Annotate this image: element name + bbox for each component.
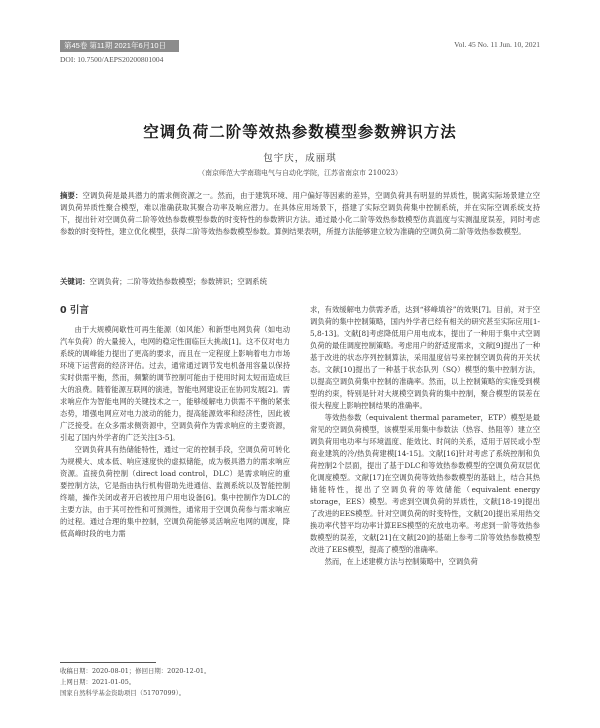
body-paragraph: 等效热参数（equivalent thermal parameter，ETP）模型是最常见的空调负荷模型，该模型采用集中参数法（热容、热阻等）建立空调负荷用电功率与环境温度、能效比、时间的关系，适用于居民或小型商业建筑的冷/热负荷建模[14-15]。文献[16]针对考虑了系统控制和负荷控制2个层面，提出了基于DLC和等效热参数模型的空调负荷双层优化调度模型。文献[17]在空调负荷等效热参数模型的基础上，结合其热储能特性，提出了空调负荷的等效储能（equivalent energy storage，EES）模型。考虑到空调负荷的异质性，文献[18-19]提出了改进的EES模型。针对空调负荷的时变特性，文献[20]提出采用热交换功率代替平均功率计算EES模型的充放电功率。考虑到一阶等效热参数模型的误差，文献[21]在文献[20]的基础上参考二阶等效热参数模型改进了EES模型，提高了模型的准确率。 [310,413,540,554]
intro-paragraph: 空调负荷具有热储能特性，通过一定的控制手段，空调负荷可转化为规模大、成本低、响应速度快的虚拟储能，成为极具潜力的需求响应资源。直接负荷控制（direct load control，DLC）是需求响应的重要控制方法，它是指由执行机构借助先进通信、监测系统以及智能控制终端，操作关闭或者开启被控用户用电设备[6]。集中控制作为DLC的主要方法，由于其可控性和可预测性，通常用于空调负荷参与需求响应的过程。通过合理的集中控制，空调负荷能够灵活响应电网的调度，降低高峰时段的电力需 [60,445,290,538]
body-paragraph: 求，有效缓解电力供需矛盾，达到“移峰填谷”的效果[7]。目前，对于空调负荷的集中控制策略，国内外学者已经有相关的研究甚至实际应用[1-5,8-13]。文献[8]考虑降低用户用电成本，提出了一种用于集中式空调负荷的最佳调度控制策略。考虑用户的舒适度需求，文献[9]提出了一种基于改进的状态序列控制算法，采用温度信号来控制空调负荷的开关状态。文献[10]提出了一种基于状态队列（SQ）模型的集中控制方法，以提高空调负荷集中控制的准确率。然而，以上控制策略的实施受到模型的约束，特别是针对大规模空调负荷的集中控制，聚合模型的误差在很大程度上影响控制结果的准确率。 [310,305,540,410]
paper-title: 空调负荷二阶等效热参数模型参数辨识方法 [143,123,457,141]
right-column [310,304,540,568]
author-affiliation: （南京师范大学南瑞电气与自动化学院，江苏省南京市 210023） [198,169,402,177]
journal-volume-info: Vol. 45 No. 11 Jun. 10, 2021 [454,40,540,49]
journal-issue-banner: 第45卷 第11期 2021年6月10日 [60,40,179,52]
intro-paragraph: 由于大规模间歇性可再生能源（如风能）和新型电网负荷（如电动汽车负荷）的大量接入，电网的稳定性面临巨大挑战[1]。这不仅对电力系统的调峰能力提出了更高的要求，而且在一定程度上影响着电力市场环境下运营商的经济评估。过去，通常通过调节发电机备用容量以保持实时供需平衡，然而，频繁的调节控制可能由于使用时间太短而造成巨大的浪费。随着能源互联网的演进，智能电网建设正在协同发展[2]。需求响应作为智能电网的关键技术之一，能够缓解电力供需不平衡的紧张态势，增强电网应对电力波动的能力，提高能源效率和经济性，因此被广泛接受。在众多需求侧资源中，空调负荷作为需求响应的主要资源，引起了国内外学者的广泛关注[3-5]。 [60,325,290,442]
keywords-label: 关键词： [60,277,90,286]
abstract-block [60,190,540,238]
keywords-block [60,276,540,288]
online-date: 上网日期：2021-01-05。 [60,678,136,686]
abstract-text: 空调负荷是最具潜力的需求侧资源之一。然而，由于建筑环境、用户偏好等因素的差异，空调负荷具有明显的异质性，脱离实际场景建立空调负荷异质性聚合模型，难以准确获取其聚合功率及响应潜力。在具体应用场景下，搭建了实际空调负荷集中控制系统，并在实际空调系统支持下，提出针对空调负荷二阶等效热参数模型参数的时变特性的参数辨识方法。通过最小化二阶等效热参数模型仿真温度与实测温度误差，同时考虑参数的时变特性，建立优化模型，获得二阶等效热参数模型参数。算例结果表明，所提方法能够建立较为准确的空调负荷二阶等效热参数模型。 [60,191,540,236]
footnotes-block [60,666,290,699]
section-heading-introduction: 0 引言 [60,305,89,316]
received-date: 收稿日期：2020-08-01；修回日期：2020-12-01。 [60,667,211,675]
body-paragraph: 然而，在上述建模方法与控制策略中，空调负荷 [324,557,478,566]
paper-authors: 包宇庆，成丽琪 [263,153,337,164]
left-column [60,304,290,540]
footnote-divider [60,662,156,663]
abstract-label: 摘要： [60,191,83,200]
keywords-text: 空调负荷；二阶等效热参数模型；参数辨识；空调系统 [89,277,267,286]
doi-line: DOI: 10.7500/AEPS20200801004 [60,55,164,64]
funding-note: 国家自然科学基金资助项目（51707099）。 [60,689,186,697]
